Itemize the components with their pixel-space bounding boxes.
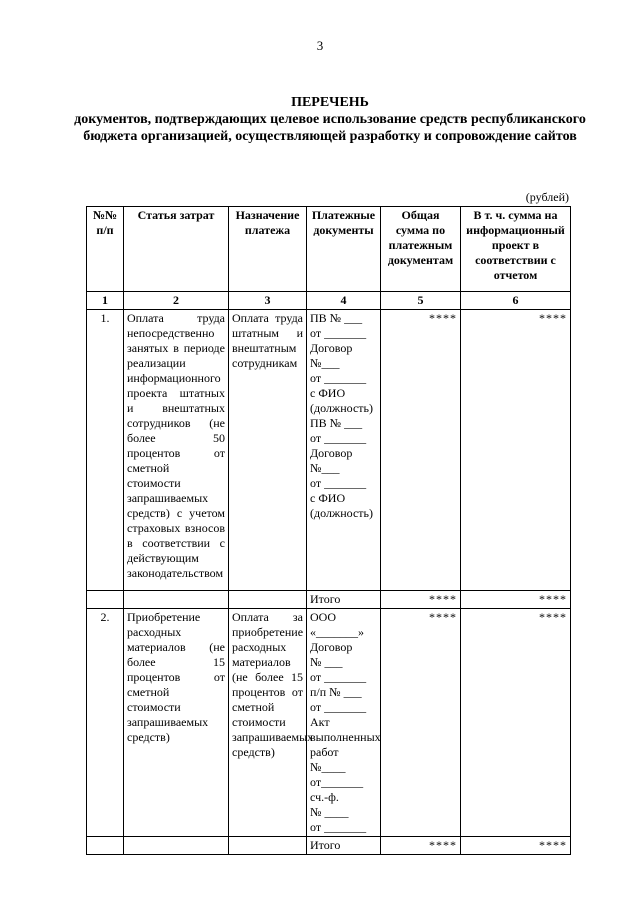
column-number: 3 — [229, 292, 307, 310]
total-sum: **** — [381, 310, 461, 591]
payment-documents — [307, 310, 381, 591]
doc-line: №____ — [310, 760, 346, 774]
header-total-sum: Общая сумма по платежным документам — [381, 207, 461, 292]
doc-line: Акт выполненных — [310, 715, 381, 744]
doc-line: от _______ — [310, 820, 367, 834]
documents-table — [86, 206, 571, 855]
subtotal-label: Итого — [307, 837, 381, 855]
doc-line: с ФИО — [310, 491, 346, 505]
doc-line: (должность) — [310, 401, 373, 415]
document-title — [60, 94, 600, 145]
total-sum: **** — [381, 609, 461, 837]
doc-line: работ — [310, 745, 339, 759]
payment-purpose: Оплата труда штатным и внештатным сотрудникам — [229, 310, 307, 591]
expense-item: Оплата труда непосредственно занятых в периоде реализации информационного проекта штатных и внештатных сотрудников (не более 50 процентов от сметной стоимости запрашиваемых средств) с учетом страховых взносов в соответствии с действующим законодательством — [124, 310, 229, 591]
row-number: 1. — [87, 310, 124, 591]
header-expense: Статья затрат — [124, 207, 229, 292]
doc-line: ПВ № ___ — [310, 416, 363, 430]
subtotal-total: **** — [381, 837, 461, 855]
doc-line: с ФИО — [310, 386, 346, 400]
header-number: №№ п/п — [87, 207, 124, 292]
doc-line: Договор — [310, 446, 353, 460]
doc-line: № ____ — [310, 805, 349, 819]
subtotal-label: Итого — [307, 591, 381, 609]
title-subheading: документов, подтверждающих целевое использование средств республиканского бюджета организацией, осуществляющей разработку и сопровождение сайтов — [74, 112, 586, 144]
header-documents: Платежные документы — [307, 207, 381, 292]
doc-line: №___ — [310, 461, 340, 475]
column-number-row — [87, 292, 571, 310]
doc-line: от _______ — [310, 700, 367, 714]
column-number: 5 — [381, 292, 461, 310]
doc-line: сч.-ф. — [310, 790, 339, 804]
project-sum: **** — [461, 310, 571, 591]
title-heading: ПЕРЕЧЕНЬ — [291, 95, 369, 110]
empty-cell — [229, 591, 307, 609]
doc-line: от _______ — [310, 431, 367, 445]
table-row — [87, 609, 571, 837]
currency-unit: (рублей) — [525, 190, 569, 204]
empty-cell — [124, 591, 229, 609]
doc-line: от _______ — [310, 476, 367, 490]
doc-line: (должность) — [310, 506, 373, 520]
doc-line: «_______» — [310, 625, 364, 639]
table-row — [87, 310, 571, 591]
empty-cell — [229, 837, 307, 855]
row-number: 2. — [87, 609, 124, 837]
empty-cell — [87, 591, 124, 609]
doc-line: п/п № ___ — [310, 685, 362, 699]
page-number: 3 — [316, 38, 324, 53]
doc-line: Договор — [310, 341, 353, 355]
header-project-sum: В т. ч. сумма на информационный проект в соответствии с отчетом — [461, 207, 571, 292]
subtotal-project: **** — [461, 591, 571, 609]
doc-line: ПВ № ___ — [310, 311, 363, 325]
column-number: 1 — [87, 292, 124, 310]
payment-purpose: Оплата за приобретение расходных материалов (не более 15 процентов от сметной стоимости запрашиваемых средств) — [229, 609, 307, 837]
subtotal-row — [87, 837, 571, 855]
column-number: 6 — [461, 292, 571, 310]
doc-line: от_______ — [310, 775, 364, 789]
project-sum: **** — [461, 609, 571, 837]
empty-cell — [87, 837, 124, 855]
subtotal-project: **** — [461, 837, 571, 855]
header-purpose: Назначение платежа — [229, 207, 307, 292]
doc-line: №___ — [310, 356, 340, 370]
expense-item: Приобретение расходных материалов (не более 15 процентов от сметной стоимости запрашиваемых средств) — [124, 609, 229, 837]
column-number: 2 — [124, 292, 229, 310]
doc-line: от _______ — [310, 326, 367, 340]
empty-cell — [124, 837, 229, 855]
subtotal-total: **** — [381, 591, 461, 609]
subtotal-row — [87, 591, 571, 609]
doc-line: Договор — [310, 640, 353, 654]
doc-line: от _______ — [310, 371, 367, 385]
header-row — [87, 207, 571, 292]
doc-line: № ___ — [310, 655, 343, 669]
doc-line: от _______ — [310, 670, 367, 684]
doc-line: ООО — [310, 610, 336, 624]
payment-documents — [307, 609, 381, 837]
column-number: 4 — [307, 292, 381, 310]
